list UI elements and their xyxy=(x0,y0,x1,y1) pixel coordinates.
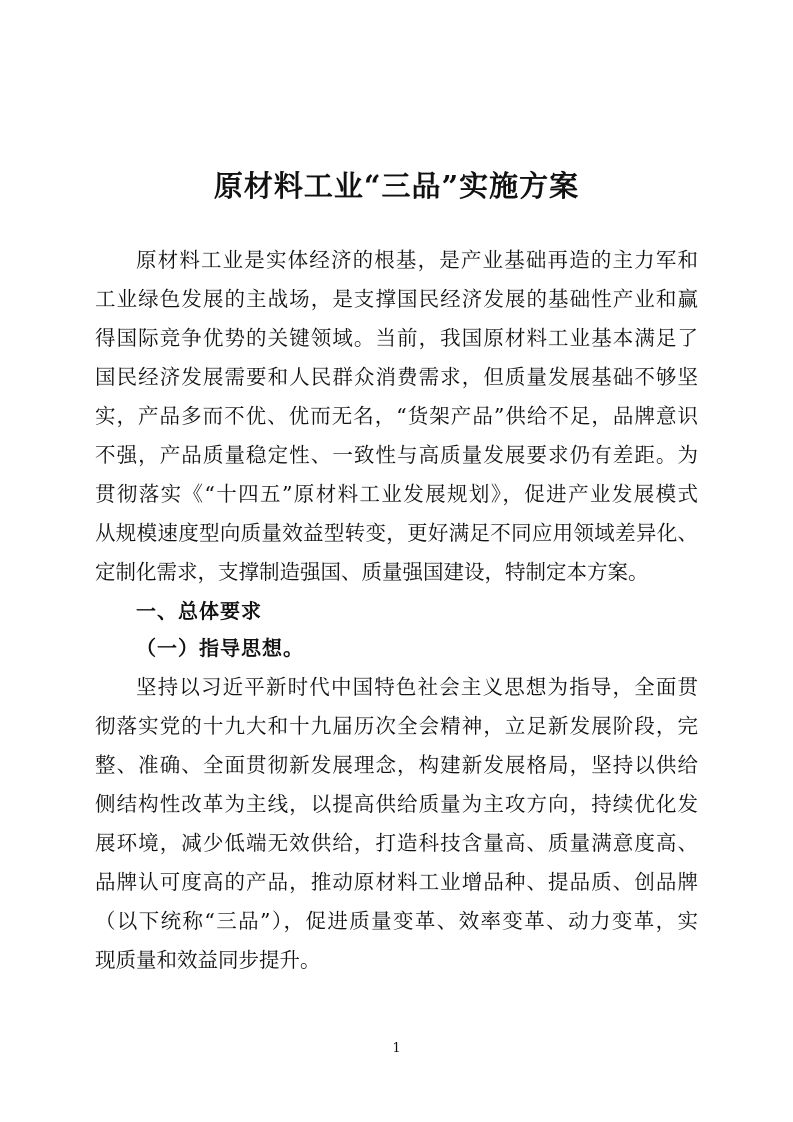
body-line: 坚持以习近平新时代中国特色社会主义思想为指导，全面贯 xyxy=(136,675,698,699)
intro-line: 定制化需求，支撑制造强国、质量强国建设，特制定本方案。 xyxy=(95,560,649,584)
intro-line: 不强，产品质量稳定性、一致性与高质量发展要求仍有差距。为 xyxy=(95,443,698,467)
document-title: 原材料工业“三品”实施方案 xyxy=(213,169,580,203)
intro-line: 得国际竞争优势的关键领域。当前，我国原材料工业基本满足了 xyxy=(95,326,698,350)
body-line: 品牌认可度高的产品，推动原材料工业增品种、提品质、创品牌 xyxy=(95,870,698,894)
intro-line: 从规模速度型向质量效益型转变，更好满足不同应用领域差异化、 xyxy=(95,521,698,545)
body-line: 侧结构性改革为主线，以提高供给质量为主攻方向，持续优化发 xyxy=(95,792,698,816)
body-line: 整、准确、全面贯彻新发展理念，构建新发展格局，坚持以供给 xyxy=(95,753,698,777)
section-heading: 一、总体要求 xyxy=(136,599,262,623)
intro-line: 国民经济发展需要和人民群众消费需求，但质量发展基础不够坚 xyxy=(95,365,698,389)
subsection-heading: （一）指导思想。 xyxy=(136,636,304,660)
intro-line: 实，产品多而不优、优而无名，“货架产品”供给不足，品牌意识 xyxy=(95,404,698,428)
body-line: 彻落实党的十九大和十九届历次全会精神，立足新发展阶段，完 xyxy=(95,714,698,738)
body-line: 现质量和效益同步提升。 xyxy=(95,948,321,972)
intro-line: 工业绿色发展的主战场，是支撑国民经济发展的基础性产业和赢 xyxy=(95,287,698,311)
body-line: 展环境，减少低端无效供给，打造科技含量高、质量满意度高、 xyxy=(95,831,698,855)
intro-line: 贯彻落实《“十四五”原材料工业发展规划》，促进产业发展模式 xyxy=(95,482,698,506)
body-line: （以下统称“三品”），促进质量变革、效率变革、动力变革，实 xyxy=(95,909,698,933)
page-number: 1 xyxy=(392,1041,401,1056)
intro-line: 原材料工业是实体经济的根基，是产业基础再造的主力军和 xyxy=(136,248,698,272)
